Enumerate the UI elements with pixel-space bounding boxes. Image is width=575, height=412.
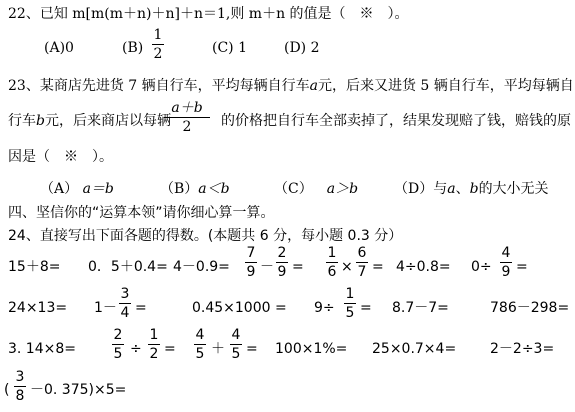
q23-line1: [8, 78, 574, 94]
numerator: 1: [149, 327, 159, 343]
row3-problem-4: 100×1%=: [275, 341, 348, 357]
numerator: 4: [195, 327, 205, 343]
q23-option-d-label: （D）与: [394, 181, 448, 197]
fraction-bar: [326, 262, 338, 263]
denominator: 6: [327, 264, 337, 280]
fraction-bar: [14, 386, 26, 387]
row1-p7-frac: [500, 246, 512, 280]
q22-option-b-label: (B): [122, 40, 144, 56]
numerator: a＋b: [171, 100, 203, 116]
q23-option-b: [160, 181, 230, 197]
denominator: 7: [357, 264, 367, 280]
row1-p4-frac2: [276, 246, 288, 280]
fraction-bar: [344, 303, 356, 304]
row1-p4-frac1: [245, 246, 257, 280]
denominator: 5: [113, 346, 123, 362]
q22-option-d: (D) 2: [284, 40, 320, 56]
denominator: 9: [277, 264, 287, 280]
row1-p7-prefix: 0÷: [471, 259, 492, 275]
row3-p2-frac2: [148, 328, 160, 362]
row3-p3-frac2: [230, 328, 242, 362]
denominator: 4: [120, 305, 130, 321]
section-heading: 四、坚信你的“运算本领”请你细心算一算。: [8, 205, 275, 221]
q23-line2-part-c: 的价格把自行车全部卖掉了，结果发现赔了钱，赔钱的原: [220, 113, 571, 129]
fraction-bar: [356, 262, 368, 263]
row2-problem-3: 0.45×1000 =: [192, 300, 287, 316]
row3-p3-operator: ＋: [211, 341, 225, 357]
denominator: 9: [246, 264, 256, 280]
fraction-bar: [245, 262, 257, 263]
row2-p4-equals: =: [360, 300, 372, 316]
fraction-bar: [230, 344, 242, 345]
fraction-bar: [500, 262, 512, 263]
denominator: 2: [149, 346, 159, 362]
row4-open-paren: (: [4, 382, 10, 398]
numerator: 6: [357, 245, 367, 261]
q23-options: [40, 181, 114, 197]
numerator: 3: [120, 286, 130, 302]
row3-problem-5: 25×0.7×4=: [372, 341, 457, 357]
row1-p4-operator: －: [260, 259, 274, 275]
row2-problem-5: 8.7－7=: [392, 300, 449, 316]
q22-stem: 22、已知 m[m(m＋n)＋n]＋n＝1,则 m＋n 的值是（ ※ ）。: [8, 6, 409, 22]
q23-option-c-label: （C）: [274, 181, 313, 197]
q23-line3: 因是（ ※ ）。: [8, 149, 113, 165]
q23-option-b-label: （B）: [160, 181, 199, 197]
fraction-bar: [112, 344, 124, 345]
row1-p5-frac1: [326, 246, 338, 280]
q23-price-fraction: [164, 101, 210, 135]
numerator: 1: [327, 245, 337, 261]
row1-p5-operator: ×: [341, 259, 353, 275]
q23-option-b-expr: a＜b: [198, 181, 230, 197]
q22-option-a: (A)0: [44, 40, 74, 56]
row3-p2-frac1: [112, 328, 124, 362]
row1-problem-2: 0．5＋0.4=: [88, 259, 168, 275]
row2-p2-prefix: 1－: [94, 300, 117, 316]
fraction-bar: [164, 117, 210, 118]
row1-p7-equals: =: [516, 259, 528, 275]
numerator: 4: [501, 245, 511, 261]
fraction-bar: [152, 44, 164, 45]
numerator: 3: [15, 369, 25, 385]
q23-line1-part-a: 23、某商店先进货 7 辆自行车，平均每辆自行车: [8, 78, 310, 94]
row2-problem-1: 24×13=: [8, 300, 68, 316]
row1-problem-6: 4÷0.8=: [396, 259, 451, 275]
row1-p5-frac2: [356, 246, 368, 280]
q23-option-a-expr: a＝b: [82, 181, 114, 197]
row2-p4-prefix: 9÷: [314, 300, 335, 316]
q23-option-c-expr: a＞b: [326, 181, 359, 197]
q23-line2-part-b: 元，后来商店以每辆: [44, 113, 171, 129]
denominator: 2: [153, 46, 163, 62]
denominator: 9: [501, 264, 511, 280]
numerator: 2: [113, 327, 123, 343]
fraction-bar: [119, 303, 131, 304]
row2-p4-frac: [344, 287, 356, 321]
row4-frac: [14, 370, 26, 404]
row3-problem-6: 2－2÷3=: [490, 341, 555, 357]
q23-option-a-label: （A）: [40, 181, 79, 197]
row3-p3-equals: =: [246, 341, 258, 357]
fraction-bar: [194, 344, 206, 345]
numerator: 4: [231, 327, 241, 343]
row3-p2-equals: =: [164, 341, 176, 357]
row4-rest: －0. 375)×5=: [30, 382, 127, 398]
denominator: 8: [15, 388, 25, 404]
row1-p5-equals: =: [372, 259, 384, 275]
q22-option-b-fraction: [152, 28, 164, 62]
q23-line1-part-b: 元，后来又进货 5 辆自行车，平均每辆自: [317, 78, 574, 94]
denominator: 5: [195, 346, 205, 362]
q23-option-d: [394, 181, 549, 197]
row3-p3-frac1: [194, 328, 206, 362]
q23-option-d-sep: 、: [455, 181, 470, 197]
denominator: 2: [182, 119, 192, 135]
row3-problem-1: 3. 14×8=: [8, 341, 76, 357]
var-a: a: [309, 78, 318, 94]
row3-p2-operator: ÷: [130, 341, 142, 357]
denominator: 5: [345, 305, 355, 321]
q24-instruction: 24、直接写出下面各题的得数。(本题共 6 分，每小题 0.3 分）: [8, 228, 403, 244]
row2-problem-6: 786－298=: [490, 300, 570, 316]
q23-option-c: [274, 181, 358, 197]
row2-p2-equals: =: [135, 300, 147, 316]
q23-option-d-var-a: a: [447, 181, 456, 197]
numerator: 1: [345, 286, 355, 302]
numerator: 7: [246, 245, 256, 261]
denominator: 5: [231, 346, 241, 362]
row1-problem-3: 4－0.9=: [173, 259, 230, 275]
numerator: 2: [277, 245, 287, 261]
row2-p2-frac: [119, 287, 131, 321]
row1-problem-1: 15＋8=: [8, 259, 61, 275]
q23-option-d-var-b: b: [469, 181, 479, 197]
q23-line2: [8, 113, 571, 129]
row1-p4-equals: =: [292, 259, 304, 275]
q23-line2-part-a: 行车: [8, 113, 36, 129]
numerator: 1: [153, 27, 163, 43]
q22-option-c: (C) 1: [212, 40, 247, 56]
var-b: b: [36, 113, 45, 129]
fraction-bar: [276, 262, 288, 263]
q23-option-d-tail: 的大小无关: [478, 181, 549, 197]
fraction-bar: [148, 344, 160, 345]
